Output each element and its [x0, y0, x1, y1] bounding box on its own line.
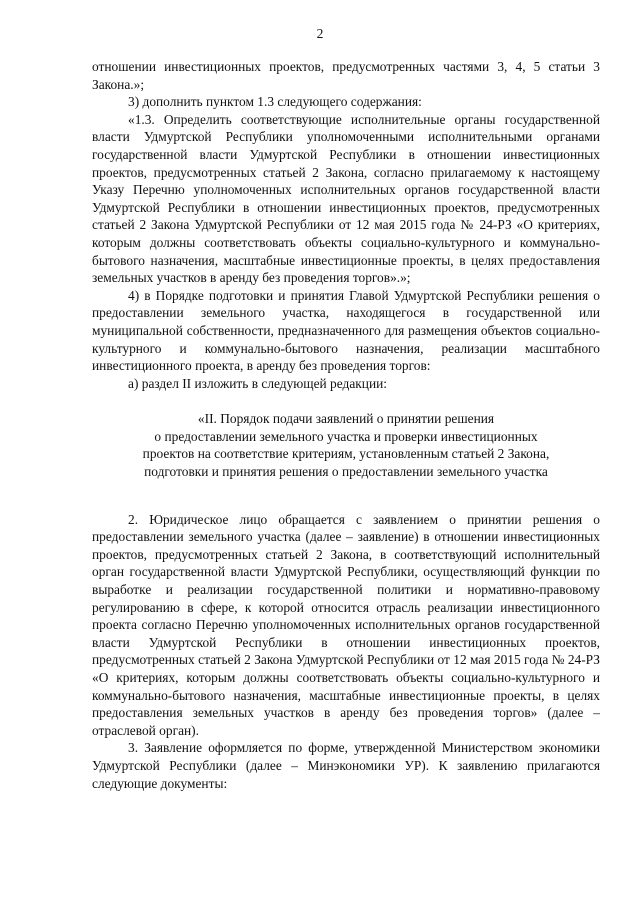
paragraph-continuation: отношении инвестиционных проектов, предусмотренных частями 3, 4, 5 статьи 3 Закона.»; [92, 59, 600, 92]
paragraph-item-a: а) раздел II изложить в следующей редакции: [128, 375, 387, 391]
paragraph-point-2: 2. Юридическое лицо обращается с заявлением о принятии решения о предоставлении земельного участка (далее – заявление) в отношении инвестиционных проектов, предусмотренных статьей 2 Закона, в соответствующий исполнительный орган государственной власти Удмуртской Республики, осуществляющий функции по выработке и реализации государственной политики и нормативно-правовому регулированию в сфере, к которой относится отрасль реализации инвестиционного проекта согласно Перечню уполномоченных исполнительных органов государственной власти Удмуртской Республики в отношении инвестиционных проектов, предусмотренных статьей 2 Закона Удмуртской Республики от 12 мая 2015 года № 24-РЗ «О критериях, которым должны соответствовать объекты социально-культурного и коммунально-бытового назначения, масштабные инвестиционные проекты, в целях предоставления земельных участков в аренду без проведения торгов» (далее – отраслевой орган). [92, 511, 600, 738]
section-title-line: проектов на соответствие критериям, установленным статьей 2 Закона, [142, 446, 550, 462]
page-number: 2 [316, 26, 324, 41]
paragraph-clause-1-3: «1.3. Определить соответствующие исполнительные органы государственной власти Удмуртской Республики уполномоченными исполнительными органами государственной власти Удмуртской Республики в отношении инвестиционных проектов, предусмотренных статьей 2 Закона, согласно прилагаемому к настоящему Указу Перечню уполномоченных исполнительных органов государственной власти Удмуртской Республики в отношении инвестиционных проектов, предусмотренных статьей 2 Закона Удмуртской Республики от 12 мая 2015 года № 24-РЗ «О критериях, которым должны соответствовать объекты социально-культурного и коммунально-бытового назначения, масштабные инвестиционные проекты, в целях предоставления земельных участков в аренду без проведения торгов».»; [92, 111, 600, 286]
section-title-line: «II. Порядок подачи заявлений о принятии решения [197, 411, 495, 427]
section-title-line: подготовки и принятия решения о предоставлении земельного участка [144, 464, 548, 480]
paragraph-item-3: 3) дополнить пунктом 1.3 следующего содержания: [128, 94, 422, 110]
section-title [92, 410, 600, 480]
paragraph-item-4: 4) в Порядке подготовки и принятия Главой Удмуртской Республики решения о предоставлении земельного участка, находящегося в государственной или муниципальной собственности, предназначенного для размещения объектов социально-культурного и коммунально-бытового назначения, реализации масштабного инвестиционного проекта, в аренду без проведения торгов: [92, 287, 600, 374]
paragraph-point-3: 3. Заявление оформляется по форме, утвержденной Министерством экономики Удмуртской Республики (далее – Минэкономики УР). К заявлению прилагаются следующие документы: [92, 740, 600, 791]
section-title-line: о предоставлении земельного участка и проверки инвестиционных [154, 428, 538, 444]
